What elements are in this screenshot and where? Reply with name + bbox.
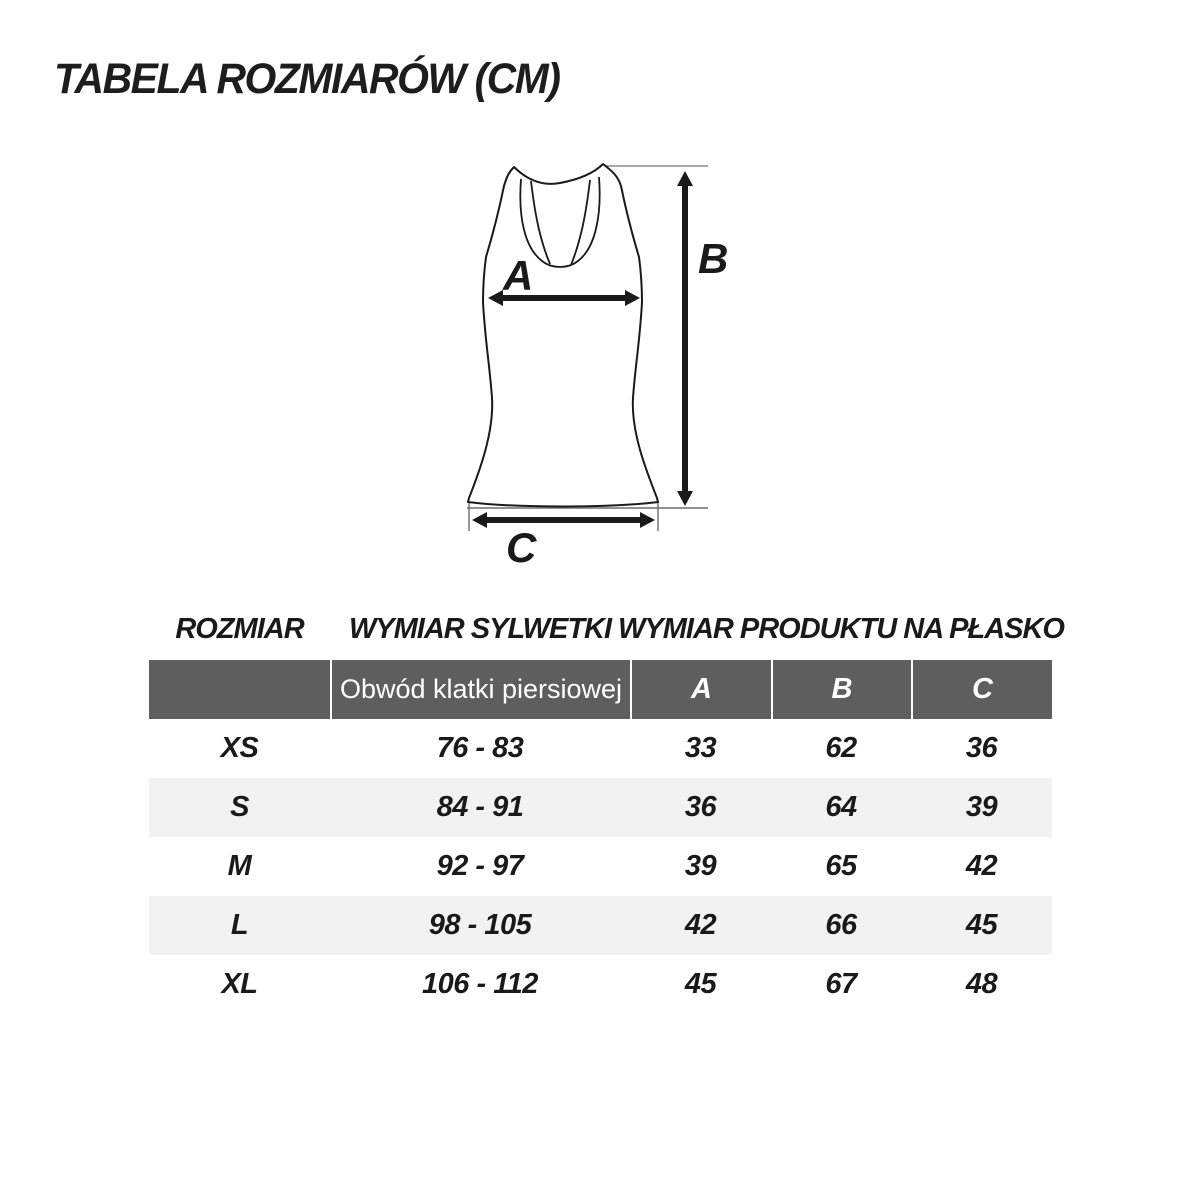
measurement-diagram — [440, 140, 780, 580]
table-row-m — [149, 837, 1052, 896]
header-cell-c: C — [911, 660, 1052, 719]
table-body — [149, 719, 1052, 1014]
c-cell: 48 — [965, 968, 998, 1000]
a-cell: 33 — [684, 732, 717, 764]
height-arrow-b — [677, 171, 693, 506]
header-cell-b: B — [771, 660, 911, 719]
b-cell: 64 — [825, 791, 857, 823]
table-row-s — [149, 778, 1052, 837]
b-cell: 66 — [825, 909, 857, 941]
table-header-row — [149, 660, 1052, 719]
size-cell: XL — [221, 968, 258, 1000]
group-header-size: ROZMIAR — [175, 613, 304, 645]
header-cell-a: A — [630, 660, 771, 719]
size-cell: L — [230, 909, 249, 941]
a-cell: 42 — [684, 909, 717, 941]
chest-cell: 98 - 105 — [428, 909, 532, 941]
a-cell: 36 — [684, 791, 717, 823]
size-cell: XS — [220, 732, 259, 764]
group-header-body-measure: WYMIAR SYLWETKI — [348, 613, 612, 645]
table-row-xl — [149, 955, 1052, 1014]
c-cell: 39 — [965, 791, 998, 823]
page-title: TABELA ROZMIARÓW (CM) — [54, 55, 560, 103]
hem-arrow-c — [472, 512, 655, 528]
table-row-xs — [149, 719, 1052, 778]
dimension-label-a: A — [503, 252, 534, 299]
size-cell: M — [227, 850, 252, 882]
group-header-flat-measure: WYMIAR PRODUKTU NA PŁASKO — [618, 613, 1064, 645]
c-cell: 36 — [965, 732, 998, 764]
header-cell-chest: Obwód klatki piersiowej — [330, 660, 630, 719]
header-cell-size — [149, 660, 330, 719]
table-group-headers — [149, 608, 1064, 645]
dimension-label-c: C — [506, 524, 537, 571]
b-cell: 65 — [825, 850, 857, 882]
a-cell: 39 — [684, 850, 717, 882]
c-cell: 45 — [965, 909, 998, 941]
size-table — [149, 660, 1052, 1014]
b-cell: 67 — [825, 968, 857, 1000]
dimension-label-b: B — [698, 235, 729, 282]
chest-cell: 106 - 112 — [422, 968, 538, 1000]
c-cell: 42 — [965, 850, 998, 882]
chest-cell: 92 - 97 — [436, 850, 524, 882]
b-cell: 62 — [825, 732, 857, 764]
chest-cell: 76 - 83 — [436, 732, 524, 764]
size-cell: S — [230, 791, 249, 823]
table-row-l — [149, 896, 1052, 955]
a-cell: 45 — [684, 968, 717, 1000]
tank-top-outline — [468, 164, 658, 507]
chest-cell: 84 - 91 — [436, 791, 524, 823]
